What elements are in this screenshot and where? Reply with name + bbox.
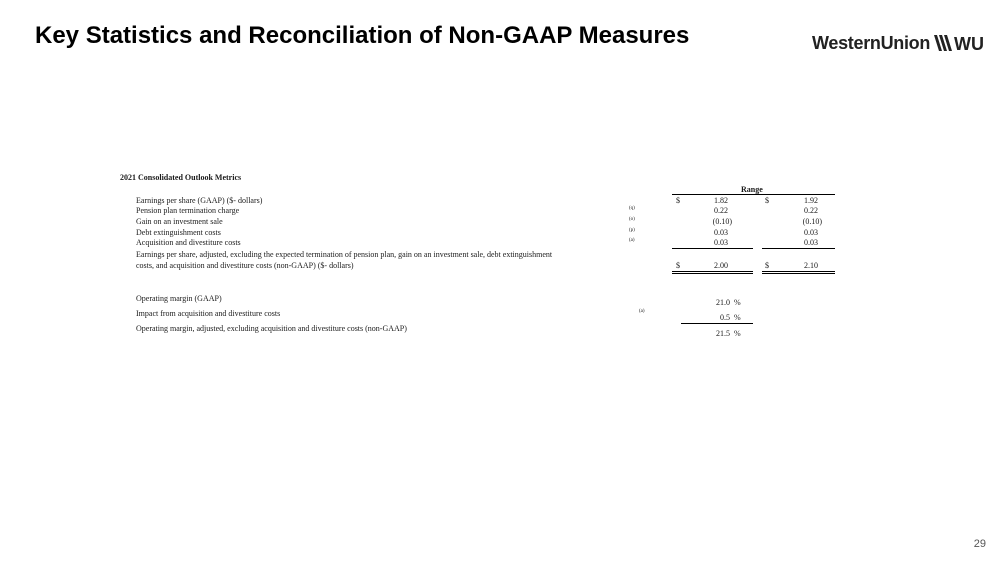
- page-title: Key Statistics and Reconciliation of Non-GAAP Measures: [35, 22, 690, 49]
- row-label: Pension plan termination charge: [136, 206, 240, 215]
- total-rule-low: [672, 271, 753, 274]
- percent-sign: %: [734, 329, 741, 338]
- row-label: Debt extinguishment costs: [136, 228, 221, 237]
- row-label: Acquisition and divestiture costs: [136, 238, 241, 247]
- row-label: Earnings per share, adjusted, excluding the expected termination of pension plan, gain on an investment sale, debt extinguishment: [136, 250, 553, 259]
- footnote-ref: (a): [629, 238, 635, 243]
- margin-value: 21.0: [716, 298, 730, 307]
- percent-sign: %: [734, 298, 741, 307]
- western-union-logo: [812, 31, 995, 55]
- row-label: Operating margin (GAAP): [136, 294, 222, 303]
- subtotal-rule-low: [672, 248, 753, 249]
- margin-value: 21.5: [716, 329, 730, 338]
- row-label: Operating margin, adjusted, excluding acquisition and divestiture costs (non-GAAP): [136, 324, 407, 333]
- value-low: 2.00: [714, 261, 728, 270]
- subtotal-rule-high: [762, 248, 835, 249]
- logo-wordmark: WesternUnion: [812, 32, 931, 53]
- margin-subtotal-rule: [681, 323, 753, 324]
- value-high: (0.10): [802, 217, 822, 226]
- footnote-ref: (q): [629, 206, 635, 211]
- currency-high: $: [765, 196, 769, 205]
- value-high: 0.22: [804, 206, 818, 215]
- currency-low: $: [676, 196, 680, 205]
- row-label-continued: costs, and acquisition and divestiture costs (non-GAAP) ($- dollars): [136, 261, 354, 270]
- range-header: Range: [741, 185, 763, 194]
- row-label: Impact from acquisition and divestiture costs: [136, 309, 281, 318]
- value-low: 0.03: [714, 238, 728, 247]
- value-low: 0.22: [714, 206, 728, 215]
- value-low: 1.82: [714, 196, 728, 205]
- range-header-rule: [672, 194, 835, 195]
- footnote-ref: (p): [629, 228, 635, 233]
- value-high: 1.92: [804, 196, 818, 205]
- value-low: 0.03: [714, 228, 728, 237]
- wu-logo-mark-icon: [933, 34, 995, 52]
- footnote-ref: (a): [639, 309, 645, 314]
- value-high: 0.03: [804, 228, 818, 237]
- section-title: 2021 Consolidated Outlook Metrics: [120, 173, 242, 182]
- currency-high: $: [765, 261, 769, 270]
- percent-sign: %: [734, 313, 741, 322]
- margin-value: 0.5: [720, 313, 730, 322]
- page-number: 29: [973, 538, 986, 550]
- footnote-ref: (o): [629, 217, 635, 222]
- value-low: (0.10): [712, 217, 732, 226]
- value-high: 0.03: [804, 238, 818, 247]
- total-rule-high: [762, 271, 835, 274]
- value-high: 2.10: [804, 261, 818, 270]
- svg-text:WU: WU: [954, 34, 985, 52]
- currency-low: $: [676, 261, 680, 270]
- row-label: Earnings per share (GAAP) ($- dollars): [136, 196, 263, 205]
- row-label: Gain on an investment sale: [136, 217, 223, 226]
